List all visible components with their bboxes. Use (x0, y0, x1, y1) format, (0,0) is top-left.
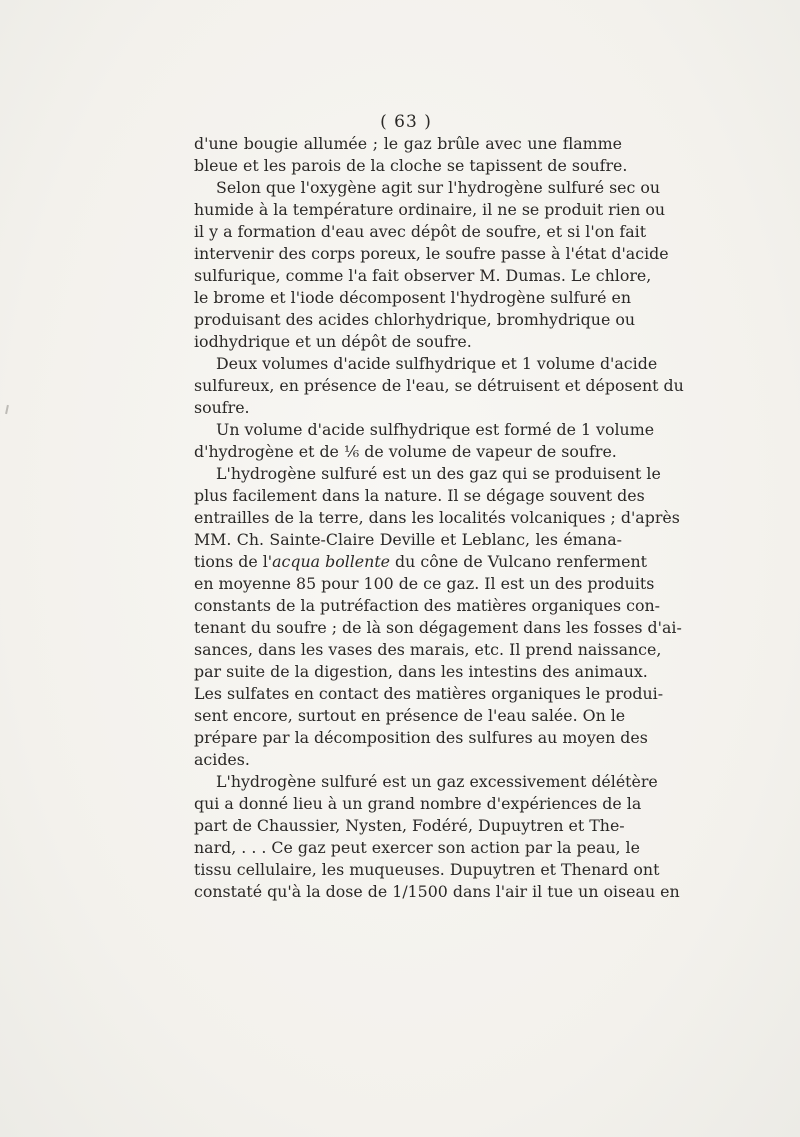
text-line: tenant du soufre ; de là son dégagement dans les fosses d'ai- (194, 618, 682, 637)
text-line: entrailles de la terre, dans les localités volcaniques ; d'après (194, 508, 680, 527)
text-line: humide à la température ordinaire, il ne se produit rien ou (194, 200, 666, 219)
text-line: sent encore, surtout en présence de l'eau salée. On le (194, 706, 626, 725)
text-line: Un volume d'acide sulfhydrique est formé de 1 volume (216, 420, 655, 439)
text-line: acides. (194, 750, 250, 769)
text-line: nard, . . . Ce gaz peut exercer son action par la peau, le (194, 838, 640, 857)
paragraph-p2 (194, 177, 669, 353)
body-text (194, 133, 684, 903)
text-line: soufre. (194, 398, 250, 417)
text-line: par suite de la digestion, dans les intestins des animaux. (194, 662, 648, 681)
margin-mark (5, 405, 9, 414)
text-line: sulfureux, en présence de l'eau, se détruisent et déposent du (194, 376, 684, 395)
paragraph-p6 (194, 771, 680, 903)
paragraph-p5 (194, 463, 682, 771)
text-line: Selon que l'oxygène agit sur l'hydrogène sulfuré sec ou (216, 178, 661, 197)
text-line: iodhydrique et un dépôt de soufre. (194, 332, 472, 351)
text-line: MM. Ch. Sainte-Claire Deville et Leblanc, les émana- (194, 530, 622, 549)
text-line: part de Chaussier, Nysten, Fodéré, Dupuytren et The- (194, 816, 625, 835)
text-line: Les sulfates en contact des matières organiques le produi- (194, 684, 664, 703)
text-line: constants de la putréfaction des matières organiques con- (194, 596, 660, 615)
text-line: intervenir des corps poreux, le soufre passe à l'état d'acide (194, 244, 669, 263)
text-line: produisant des acides chlorhydrique, bromhydrique ou (194, 310, 636, 329)
text-line: tions de l'acqua bollente du cône de Vulcano renferment (194, 552, 648, 571)
text-line: prépare par la décomposition des sulfures au moyen des (194, 728, 648, 747)
text-line: d'une bougie allumée ; le gaz brûle avec une flamme (194, 134, 622, 153)
text-line: constaté qu'à la dose de 1/1500 dans l'air il tue un oiseau en (194, 882, 680, 901)
paragraph-p3 (194, 353, 684, 419)
text-line: L'hydrogène sulfuré est un des gaz qui se produisent le (216, 464, 661, 483)
text-line: plus facilement dans la nature. Il se dégage souvent des (194, 486, 645, 505)
text-line: sulfurique, comme l'a fait observer M. Dumas. Le chlore, (194, 266, 652, 285)
page-number: ( 63 ) (380, 112, 432, 132)
paragraph-p1 (194, 133, 628, 177)
text-line: tissu cellulaire, les muqueuses. Dupuytren et Thenard ont (194, 860, 660, 879)
text-line: en moyenne 85 pour 100 de ce gaz. Il est un des produits (194, 574, 655, 593)
text-line: sances, dans les vases des marais, etc. Il prend naissance, (194, 640, 662, 659)
text-line: qui a donné lieu à un grand nombre d'expériences de la (194, 794, 642, 813)
text-line: le brome et l'iode décomposent l'hydrogène sulfuré en (194, 288, 631, 307)
paragraph-p4 (194, 419, 655, 463)
text-line: il y a formation d'eau avec dépôt de soufre, et si l'on fait (194, 222, 647, 241)
text-line: d'hydrogène et de ⅙ de volume de vapeur de soufre. (194, 442, 617, 461)
text-line: L'hydrogène sulfuré est un gaz excessivement délétère (216, 772, 658, 791)
text-line: bleue et les parois de la cloche se tapissent de soufre. (194, 156, 628, 175)
text-line: Deux volumes d'acide sulfhydrique et 1 volume d'acide (216, 354, 658, 373)
